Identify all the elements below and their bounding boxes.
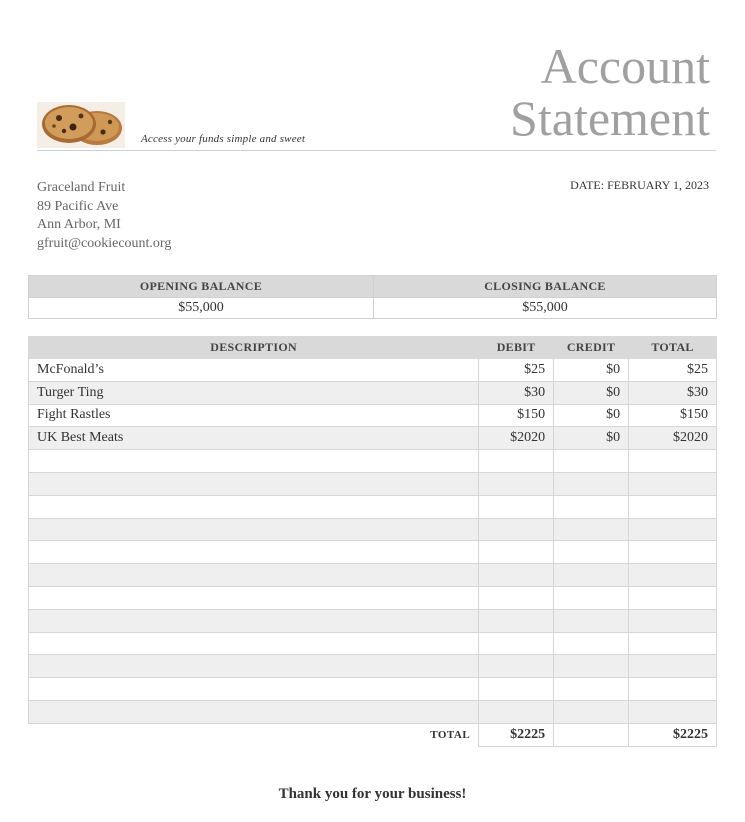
thank-you-message: Thank you for your business! (278, 786, 467, 802)
row-description: Fight Rastles (29, 404, 479, 427)
header-credit: CREDIT (554, 337, 629, 359)
closing-balance-value: $55,000 (373, 298, 716, 319)
empty-row (29, 495, 717, 518)
balance-table (28, 275, 717, 319)
table-row (29, 404, 717, 427)
empty-cell (554, 700, 629, 723)
empty-cell (554, 564, 629, 587)
empty-row (29, 541, 717, 564)
transactions-table (28, 336, 717, 747)
empty-cell (29, 609, 479, 632)
empty-cell (629, 564, 717, 587)
row-description: McFonald’s (29, 359, 479, 382)
opening-balance-value: $55,000 (29, 298, 374, 319)
header-description: DESCRIPTION (29, 337, 479, 359)
empty-cell (629, 541, 717, 564)
empty-cell (554, 632, 629, 655)
table-row (29, 381, 717, 404)
closing-balance-label: CLOSING BALANCE (373, 276, 716, 298)
row-credit: $0 (554, 427, 629, 450)
empty-cell (29, 472, 479, 495)
row-total: $30 (629, 381, 717, 404)
empty-cell (629, 586, 717, 609)
customer-email: gfruit@cookiecount.org (37, 236, 172, 252)
empty-cell (479, 564, 554, 587)
empty-cell (554, 655, 629, 678)
statement-date: DATE: FEBRUARY 1, 2023 (570, 178, 709, 192)
row-debit: $30 (479, 381, 554, 404)
row-total: $150 (629, 404, 717, 427)
empty-cell (479, 678, 554, 701)
empty-cell (554, 609, 629, 632)
row-total: $25 (629, 359, 717, 382)
header-divider (37, 150, 716, 151)
total-total: $2225 (629, 723, 717, 746)
row-debit: $2020 (479, 427, 554, 450)
statement-header (0, 0, 745, 160)
empty-row (29, 564, 717, 587)
empty-row (29, 700, 717, 723)
tagline: Access your funds simple and sweet (141, 133, 306, 145)
empty-cell (479, 541, 554, 564)
empty-cell (554, 678, 629, 701)
empty-row (29, 655, 717, 678)
empty-cell (479, 472, 554, 495)
empty-cell (554, 472, 629, 495)
opening-balance-label: OPENING BALANCE (29, 276, 374, 298)
empty-cell (29, 678, 479, 701)
row-credit: $0 (554, 381, 629, 404)
empty-cell (629, 518, 717, 541)
empty-cell (629, 450, 717, 473)
row-debit: $150 (479, 404, 554, 427)
title-line-2: Statement (510, 90, 710, 146)
empty-row (29, 450, 717, 473)
page-title (510, 40, 710, 144)
empty-cell (629, 609, 717, 632)
cookie-logo (37, 102, 125, 148)
empty-cell (629, 472, 717, 495)
customer-street: 89 Pacific Ave (37, 198, 119, 214)
empty-row (29, 678, 717, 701)
total-credit (554, 723, 629, 746)
empty-cell (29, 655, 479, 678)
empty-row (29, 518, 717, 541)
empty-cell (479, 586, 554, 609)
empty-cell (629, 678, 717, 701)
row-description: Turger Ting (29, 381, 479, 404)
empty-cell (554, 586, 629, 609)
row-debit: $25 (479, 359, 554, 382)
table-row (29, 359, 717, 382)
customer-address (37, 179, 171, 254)
row-credit: $0 (554, 404, 629, 427)
transactions-body (29, 359, 717, 724)
empty-cell (554, 450, 629, 473)
empty-cell (29, 450, 479, 473)
empty-row (29, 472, 717, 495)
empty-cell (29, 700, 479, 723)
table-row (29, 427, 717, 450)
customer-name: Graceland Fruit (37, 180, 126, 195)
empty-cell (479, 495, 554, 518)
empty-row (29, 609, 717, 632)
empty-cell (29, 586, 479, 609)
empty-row (29, 632, 717, 655)
title-line-1: Account (540, 38, 710, 94)
empty-cell (29, 495, 479, 518)
empty-cell (554, 541, 629, 564)
empty-cell (629, 700, 717, 723)
header-debit: DEBIT (479, 337, 554, 359)
empty-cell (479, 609, 554, 632)
row-description: UK Best Meats (29, 427, 479, 450)
empty-cell (479, 518, 554, 541)
empty-cell (29, 518, 479, 541)
total-label: TOTAL (29, 723, 479, 746)
empty-cell (554, 518, 629, 541)
empty-row (29, 586, 717, 609)
row-credit: $0 (554, 359, 629, 382)
totals-row (29, 723, 717, 746)
empty-cell (29, 564, 479, 587)
customer-city: Ann Arbor, MI (37, 217, 121, 233)
empty-cell (479, 632, 554, 655)
empty-cell (554, 495, 629, 518)
empty-cell (29, 541, 479, 564)
row-total: $2020 (629, 427, 717, 450)
header-total: TOTAL (629, 337, 717, 359)
empty-cell (629, 495, 717, 518)
empty-cell (479, 655, 554, 678)
empty-cell (29, 632, 479, 655)
total-debit: $2225 (479, 723, 554, 746)
empty-cell (629, 632, 717, 655)
empty-cell (629, 655, 717, 678)
empty-cell (479, 700, 554, 723)
empty-cell (479, 450, 554, 473)
